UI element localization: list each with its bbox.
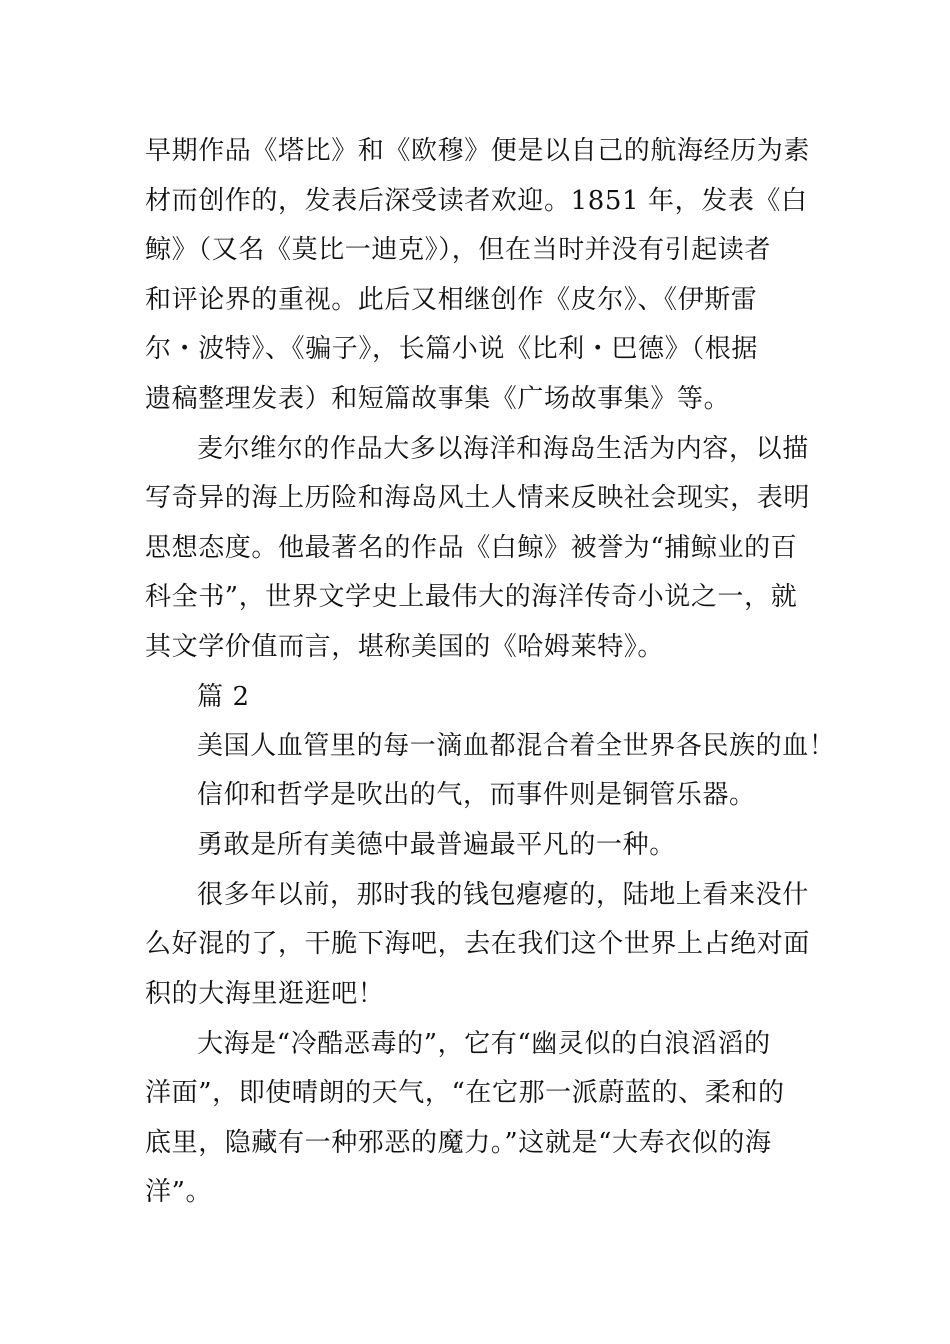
text-line: 早期作品《塔比》和《欧穆》便是以自己的航海经历为素 bbox=[145, 136, 811, 166]
text-line: 写奇异的海上历险和海岛风土人情来反映社会现实，表明 bbox=[145, 483, 811, 513]
text-line: 材而创作的，发表后深受读者欢迎。1851 年，发表《白 bbox=[145, 186, 808, 216]
text-line: 积的大海里逛逛吧！ bbox=[145, 979, 385, 1009]
text-line: 洋面”，即使晴朗的天气，“在它那一派蔚蓝的、柔和的 bbox=[145, 1078, 785, 1108]
section-heading: 篇 2 bbox=[197, 682, 250, 712]
text-line: 信仰和哲学是吹出的气，而事件则是铜管乐器。 bbox=[197, 780, 756, 810]
text-line: 其文学价值而言，堪称美国的《哈姆莱特》。 bbox=[145, 632, 665, 662]
text-line: 麦尔维尔的作品大多以海洋和海岛生活为内容，以描 bbox=[197, 434, 809, 464]
text-line: 勇敢是所有美德中最普遍最平凡的一种。 bbox=[197, 830, 676, 860]
text-line: 鲸》（又名《莫比一迪克》），但在当时并没有引起读者 bbox=[145, 235, 772, 265]
text-line: 么好混的了，干脆下海吧，去在我们这个世界上占绝对面 bbox=[145, 929, 811, 959]
text-line: 尔・波特》、《骗子》，长篇小说《比利・巴德》（根据 bbox=[145, 334, 759, 364]
text-line: 遗稿整理发表）和短篇故事集《广场故事集》等。 bbox=[145, 384, 731, 414]
text-line: 洋”。 bbox=[145, 1177, 213, 1207]
text-line: 思想态度。他最著名的作品《白鲸》被誉为“捕鲸业的百 bbox=[145, 533, 798, 563]
text-line: 底里，隐藏有一种邪恶的魔力。”这就是“大寿衣似的海 bbox=[145, 1128, 772, 1158]
text-line: 大海是“冷酷恶毒的”，它有“幽灵似的白浪滔滔的 bbox=[197, 1029, 771, 1059]
text-line: 和评论界的重视。此后又相继创作《皮尔》、《伊斯雷 bbox=[145, 285, 758, 315]
text-line: 很多年以前，那时我的钱包瘪瘪的，陆地上看来没什 bbox=[197, 880, 809, 910]
text-line: 科全书”，世界文学史上最伟大的海洋传奇小说之一，就 bbox=[145, 582, 798, 612]
text-line: 美国人血管里的每一滴血都混合着全世界各民族的血！ bbox=[197, 731, 836, 761]
